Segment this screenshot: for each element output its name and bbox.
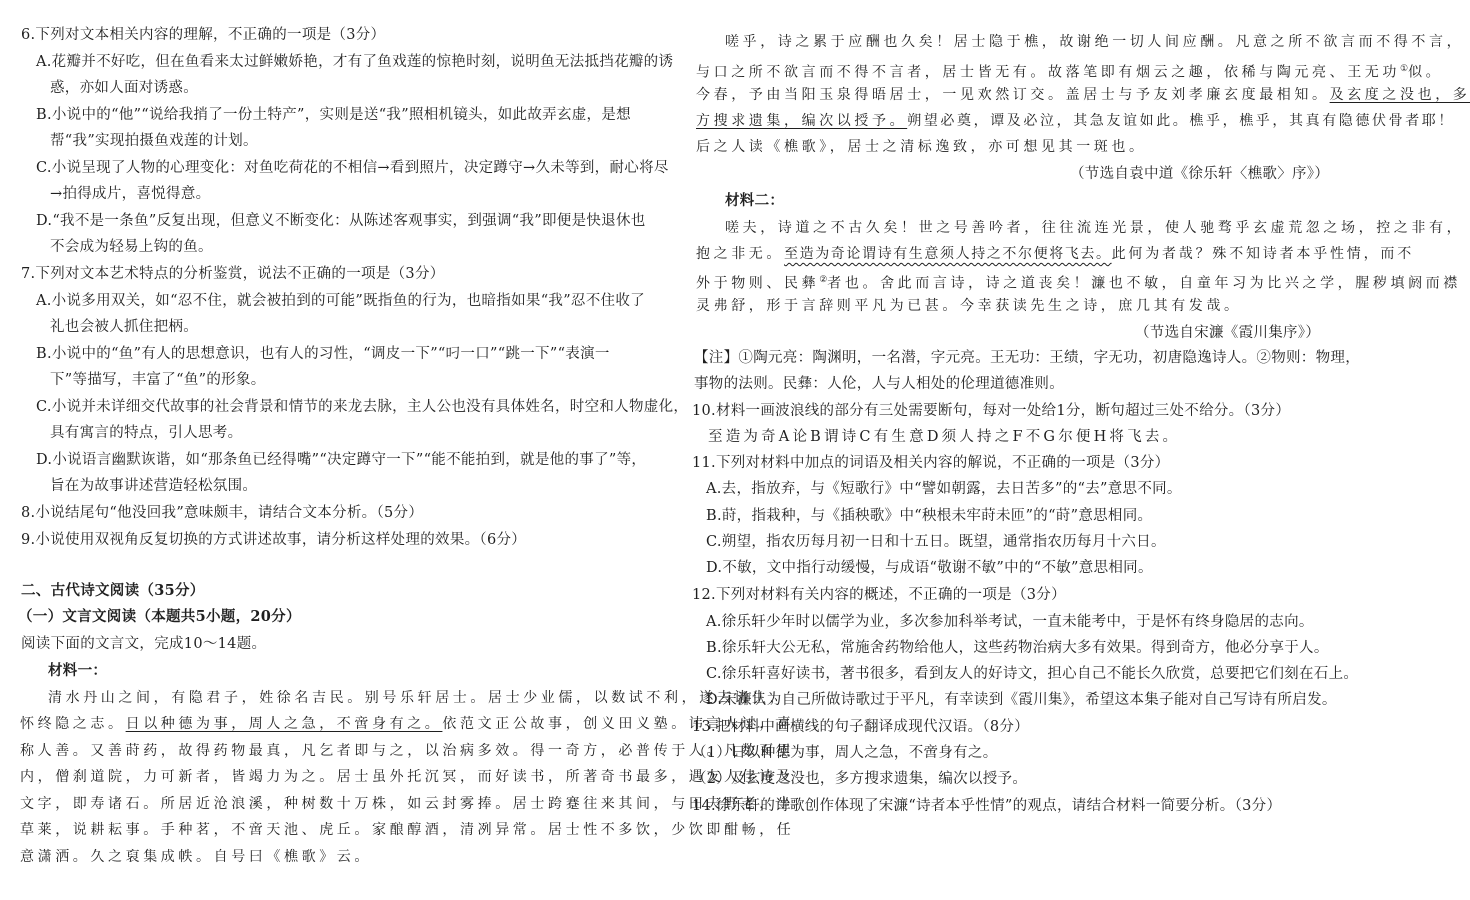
q6-option-c-cont: →拍得成片，喜悦得意。 [50,186,211,202]
material-two-line-3 [696,270,1461,294]
section-heading-ancient: 二、古代诗文阅读（35分） [21,582,205,599]
material-one-text: 与口之所不欲言而不得不言者，居士皆无有。故落笔即有烟云之趣，依稀与陶元亮、王无功 [696,64,1400,81]
wavy-underlined-sentence: 至造为奇论谓诗有生意须人持之不尔便将飞去。 [784,246,1112,262]
material-one-text: 怀终隐之志。 [20,716,126,732]
material-one-text: 朔望必奠，谭及必泣，其急友谊如此。樵乎，樵乎，其真有隐德伏骨者耶！ [907,113,1456,129]
material-two-line-2 [696,244,1414,264]
q7-option-c-cont: 具有寓言的特点，引人思考。 [50,425,243,441]
material-one-label: 材料一： [48,662,108,679]
q7-option-a-cont: 礼也会被人抓住把柄。 [50,319,198,335]
underlined-sentence-1: 日以种德为事，周人之急，不啻身有之。 [125,716,443,732]
material-two-text: 者也。舍此而言诗，诗之道丧矣！濂也不敏，自童年习为比兴之学，腥秽填阏而襟 [827,275,1461,292]
q13-sentence-2: （2）及玄度之没也，多方搜求遗集，编次以授予。 [692,771,1028,787]
q10-sentence: 至造为奇A论B谓诗C有生意D须人持之F不G尔便H将飞去。 [708,429,1181,445]
material-one-cont-line-1: 嗟乎，诗之累于应酬也久矣！居士隐于樵，故谢绝一切人间应酬。凡意之所不欲言而不得不言， [725,34,1465,50]
q6-option-c: C.小说呈现了人物的心理变化：对鱼吃荷花的不相信→看到照片，决定蹲守→久未等到，耐心将尽 [36,160,669,176]
material-two-label: 材料二： [725,192,785,209]
q10-stem: 10.材料一画波浪线的部分有三处需要断句，每对一处给1分，断句超过三处不给分。（3分） [692,403,1291,419]
material-two-text: 此何为者哉？殊不知诗者本乎性情，而不 [1111,246,1415,262]
material-one-text: 今春，予由当阳玉泉得晤居士，一见欢然订交。盖居士与予友刘孝廉玄度最相知。 [696,87,1330,103]
q6-stem: 6.下列对文本相关内容的理解，不正确的一项是（3分） [21,27,386,43]
material-one-line-1: 清水丹山之间，有隐君子，姓徐名吉民。别号乐轩居士。居士少业儒，以数试不利，遂去诸生， [48,690,788,706]
annotation-note-1: 【注】①陶元亮：陶渊明，一名潜，字元亮。王无功：王绩，字无功，初唐隐逸诗人。②物则：物理， [694,350,1360,366]
q7-option-b-cont: 下”等描写，丰富了“鱼”的形象。 [50,372,266,388]
q7-option-c: C.小说并未详细交代故事的社会背景和情节的来龙去脉，主人公也没有具体姓名，时空和人物虚化， [36,399,689,415]
q12-option-a: A.徐乐轩少年时以儒学为业，多次参加科举考试，一直未能考中，于是怀有终身隐居的志向。 [706,614,1314,630]
footnote-marker-1: ① [1400,64,1409,74]
q12-option-b: B.徐乐轩大公无私，常施舍药物给他人，这些药物治病大多有效果。得到奇方，他必分享于人。 [706,640,1329,656]
q7-option-a: A.小说多用双关，如“忍不住，就会被拍到的可能”既指鱼的行为，也暗指如果“我”忍不住收了 [36,293,645,309]
material-one-text: 依范文正公故事，创义田义塾。讳言人过，喜 [442,716,795,732]
q13-sentence-1: （1）日以种德为事，周人之急，不啻身有之。 [692,745,998,761]
q6-option-b-cont: 帮“我”实现拍摄鱼戏莲的计划。 [50,133,258,149]
material-two-text: 抱之非无。 [696,246,784,262]
material-one-cont-line-3 [696,85,1470,105]
material-one-cont-line-2 [696,59,1443,83]
material-one-text: 似。 [1408,64,1444,81]
q14-stem: 14.徐乐轩的诗歌创作体现了宋濂“诗者本乎性情”的观点，请结合材料一简要分析。（3分） [692,798,1282,814]
underlined-sentence-2-cont: 方搜求遗集，编次以授予。 [696,113,908,129]
q6-option-d-cont: 不会成为轻易上钩的鱼。 [50,239,213,255]
q12-option-c: C.徐乐轩喜好读书，著书很多，看到友人的好诗文，担心自己不能长久欣赏，总要把它们刻在石上。 [706,666,1359,682]
reading-instruction: 阅读下面的文言文，完成10～14题。 [21,636,267,652]
annotation-note-2: 事物的法则。民彝：人伦，人与人相处的伦理道德准则。 [694,376,1064,392]
q6-option-a: A.花瓣并不好吃，但在鱼看来太过鲜嫩娇艳，才有了鱼戏莲的惊艳时刻，说明鱼无法抵挡花瓣的诱 [36,54,674,70]
q12-stem: 12.下列对材料有关内容的概述，不正确的一项是（3分） [692,587,1066,603]
material-one-line-6: 草莱，说耕耘事。手种茗，不啻天池、虎丘。家酿醇酒，清冽异常。居士性不多饮，少饮即酣畅，任 [20,822,795,838]
footnote-marker-2: ② [819,275,828,285]
q12-option-d: D.宋濂认为自己所做诗歌过于平凡，有幸读到《霞川集》，希望这本集子能对自己写诗有所启发。 [706,692,1337,708]
q7-option-b: B.小说中的“鱼”有人的思想意识，也有人的习性，“调皮一下”“叼一口”“跳一下”“表演一 [36,346,610,362]
q7-option-d-cont: 旨在为故事讲述营造轻松氛围。 [50,478,258,494]
q7-option-d: D.小说语言幽默诙谐，如“那条鱼已经得嘴”“决定蹲守一下”“能不能拍到，就是他的事了”等， [36,452,647,468]
q11-option-b: B.莳，指栽种，与《插秧歌》中“秧根未牢莳未匝”的“莳”意思相同。 [706,508,1153,524]
source-citation-2: （节选自宋濂《霞川集序》） [1135,325,1321,341]
q11-stem: 11.下列对材料中加点的词语及相关内容的解说，不正确的一项是（3分） [692,455,1170,471]
material-one-line-3: 称人善。又善莳药，故得药物最真，凡乞者即与之，以治病多效。得一奇方，必普传于人。凡数百里 [20,743,795,759]
q6-option-b: B.小说中的“他”“说给我捎了一份土特产”，实则是送“我”照相机镜头，如此故弄玄虚，是想 [36,107,631,123]
source-citation-1: （节选自袁中道《徐乐轩〈樵歌〉序》） [1070,166,1330,182]
material-two-line-1: 嗟夫，诗道之不古久矣！世之号善吟者，往往流连光景，使人驰骛乎玄虚荒忽之场，控之非有， [725,220,1465,236]
q8-stem: 8.小说结尾句“他没回我”意味颇丰，请结合文本分析。（5分） [21,505,424,521]
q13-stem: 13.把材料中画横线的句子翻译成现代汉语。（8分） [692,719,1030,735]
q11-option-c: C.朔望，指农历每月初一日和十五日。既望，通常指农历每月十六日。 [706,534,1166,550]
material-one-line-5: 文字，即寿诸石。所居近沧浪溪，种树数十万株，如云封雾捧。居士跨蹇往来其间，与田夫野老，坐 [20,796,795,812]
material-one-cont-line-4 [696,111,1455,131]
material-two-line-4: 灵弗舒，形于言辞则平凡为已甚。今幸获读先生之诗，庶几其有发哉。 [696,298,1242,314]
q6-option-a-cont: 惑，亦如人面对诱惑。 [50,80,198,96]
material-one-line-4: 内，僧刹道院，力可新者，皆竭力为之。居士虽外托沉冥，而好读书，所著奇书最多，遇友人佳诗及 [20,769,795,785]
material-one-line-2 [20,714,794,734]
q6-option-d: D.“我不是一条鱼”反复出现，但意义不断变化：从陈述客观事实，到强调“我”即便是快退休也 [36,213,646,229]
q9-stem: 9.小说使用双视角反复切换的方式讲述故事，请分析这样处理的效果。（6分） [21,532,527,548]
material-one-cont-line-5: 后之人读《樵歌》，居士之清标逸致，亦可想见其一斑也。 [696,139,1147,155]
q7-stem: 7.下列对文本艺术特点的分析鉴赏，说法不正确的一项是（3分） [21,266,445,282]
q11-option-d: D.不敏，文中指行动缓慢，与成语“敬谢不敏”中的“不敏”意思相同。 [706,560,1153,576]
underlined-sentence-2: 及玄度之没也，多 [1329,87,1470,103]
material-one-line-7: 意潇洒。久之裒集成帙。自号曰《樵歌》云。 [20,849,372,865]
q11-option-a: A.去，指放弃，与《短歌行》中“譬如朝露，去日苦多”的“去”意思不同。 [706,481,1182,497]
material-two-text: 外于物则、民彝 [696,275,820,292]
subsection-heading-classical: （一）文言文阅读（本题共5小题，20分） [18,608,301,625]
